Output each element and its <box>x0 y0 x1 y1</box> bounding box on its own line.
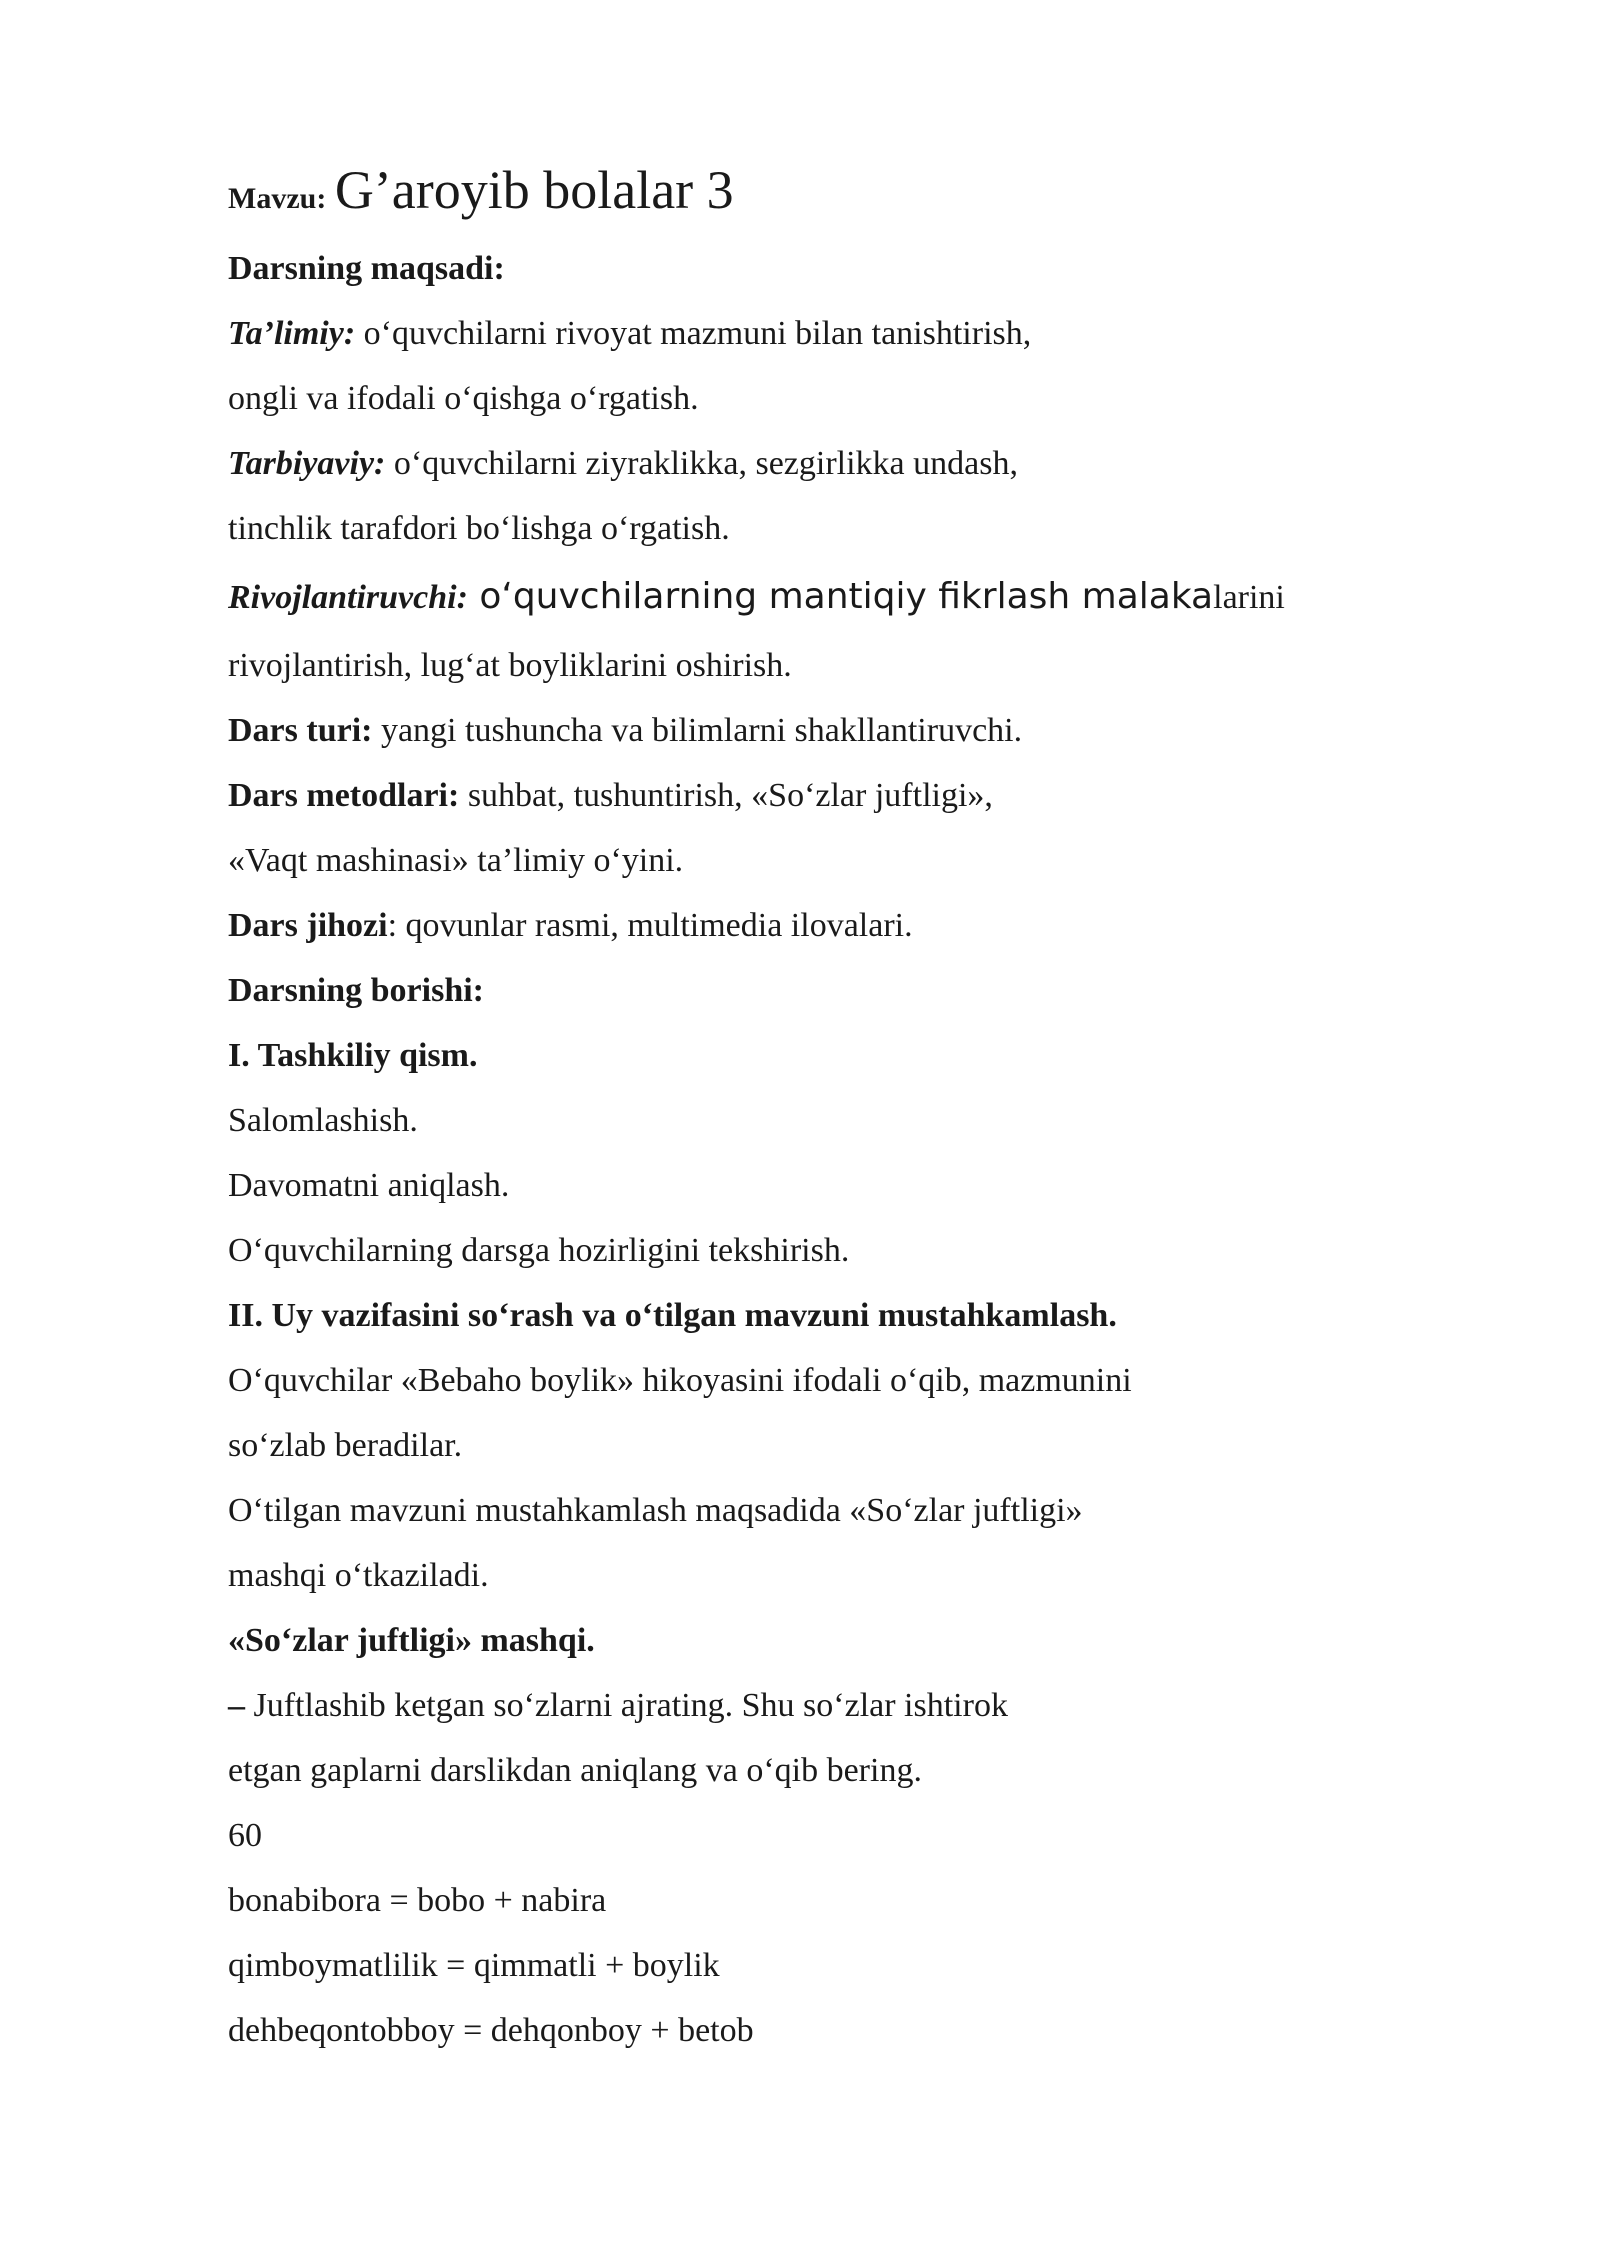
dars-metodlari-text: suhbat, tushuntirish, «So‘zlar juftligi», <box>459 777 993 814</box>
rivojlantiruvchi-tail: larini <box>1213 579 1285 616</box>
word-pair: dehbeqontobboy = dehqonboy + betob <box>228 2012 754 2049</box>
dars-turi-line <box>228 698 1408 763</box>
document-body <box>228 150 1408 2063</box>
dars-metodlari-label: Dars metodlari: <box>228 777 460 814</box>
talimiy-line <box>228 301 1408 366</box>
title-text: G’aroyib bolalar 3 <box>334 160 734 220</box>
rivojlantiruvchi-cont: rivojlantirish, lug‘at boyliklarini oshirish. <box>228 647 792 684</box>
tarbiyaviy-text: o‘quvchilarni ziyraklikka, sezgirlikka undash, <box>385 445 1018 482</box>
talimiy-text: o‘quvchilarni rivoyat mazmuni bilan tanishtirish, <box>355 315 1032 352</box>
borishi-heading: Darsning borishi: <box>228 972 484 1009</box>
rivojlantiruvchi-label: Rivojlantiruvchi: <box>228 579 468 616</box>
section1-line: O‘quvchilarning darsga hozirligini tekshirish. <box>228 1232 850 1269</box>
section2-heading: II. Uy vazifasini so‘rash va o‘tilgan mavzuni mustahkamlash. <box>228 1297 1117 1334</box>
word-pair: bonabibora = bobo + nabira <box>228 1882 607 1919</box>
tarbiyaviy-line <box>228 431 1408 496</box>
page-title <box>228 150 1408 230</box>
tarbiyaviy-label: Tarbiyaviy: <box>228 445 386 482</box>
rivojlantiruvchi-text: o‘quvchilarning mantiqiy fikrlash malaka <box>467 576 1214 617</box>
section1-heading: I. Tashkiliy qism. <box>228 1037 478 1074</box>
talimiy-label: Ta’limiy: <box>228 315 356 352</box>
dars-turi-label: Dars turi: <box>228 712 373 749</box>
dars-jihozi-label: Dars jihozi <box>228 907 388 944</box>
tarbiyaviy-cont: tinchlik tarafdori bo‘lishga o‘rgatish. <box>228 510 730 547</box>
section2-line: so‘zlab beradilar. <box>228 1427 463 1464</box>
dars-jihozi-line <box>228 893 1408 958</box>
title-label: Mavzu: <box>228 182 327 215</box>
dars-metodlari-line <box>228 763 1408 828</box>
section2-line: O‘quvchilar «Bebaho boylik» hikoyasini ifodali o‘qib, mazmunini <box>228 1362 1132 1399</box>
talimiy-cont: ongli va ifodali o‘qishga o‘rgatish. <box>228 380 699 417</box>
exercise-heading: «So‘zlar juftligi» mashqi. <box>228 1622 595 1659</box>
word-pair: qimboymatlilik = qimmatli + boylik <box>228 1947 720 1984</box>
section1-line: Davomatni aniqlash. <box>228 1167 510 1204</box>
rivojlantiruvchi-line <box>228 561 1408 633</box>
exercise-line1: Juftlashib ketgan so‘zlarni ajrating. Shu so‘zlar ishtirok <box>245 1687 1008 1724</box>
page-number: 60 <box>228 1817 262 1854</box>
exercise-dash: – <box>228 1687 245 1724</box>
aims-heading: Darsning maqsadi: <box>228 250 505 287</box>
exercise-instruction <box>228 1673 1408 1738</box>
dars-jihozi-text: : qovunlar rasmi, multimedia ilovalari. <box>387 907 913 944</box>
dars-metodlari-cont: «Vaqt mashinasi» ta’limiy o‘yini. <box>228 842 684 879</box>
dars-turi-text: yangi tushuncha va bilimlarni shakllantiruvchi. <box>372 712 1023 749</box>
exercise-line2: etgan gaplarni darslikdan aniqlang va o‘qib bering. <box>228 1752 922 1789</box>
section1-line: Salomlashish. <box>228 1102 418 1139</box>
section2-line: mashqi o‘tkaziladi. <box>228 1557 489 1594</box>
section2-line: O‘tilgan mavzuni mustahkamlash maqsadida «So‘zlar juftligi» <box>228 1492 1083 1529</box>
